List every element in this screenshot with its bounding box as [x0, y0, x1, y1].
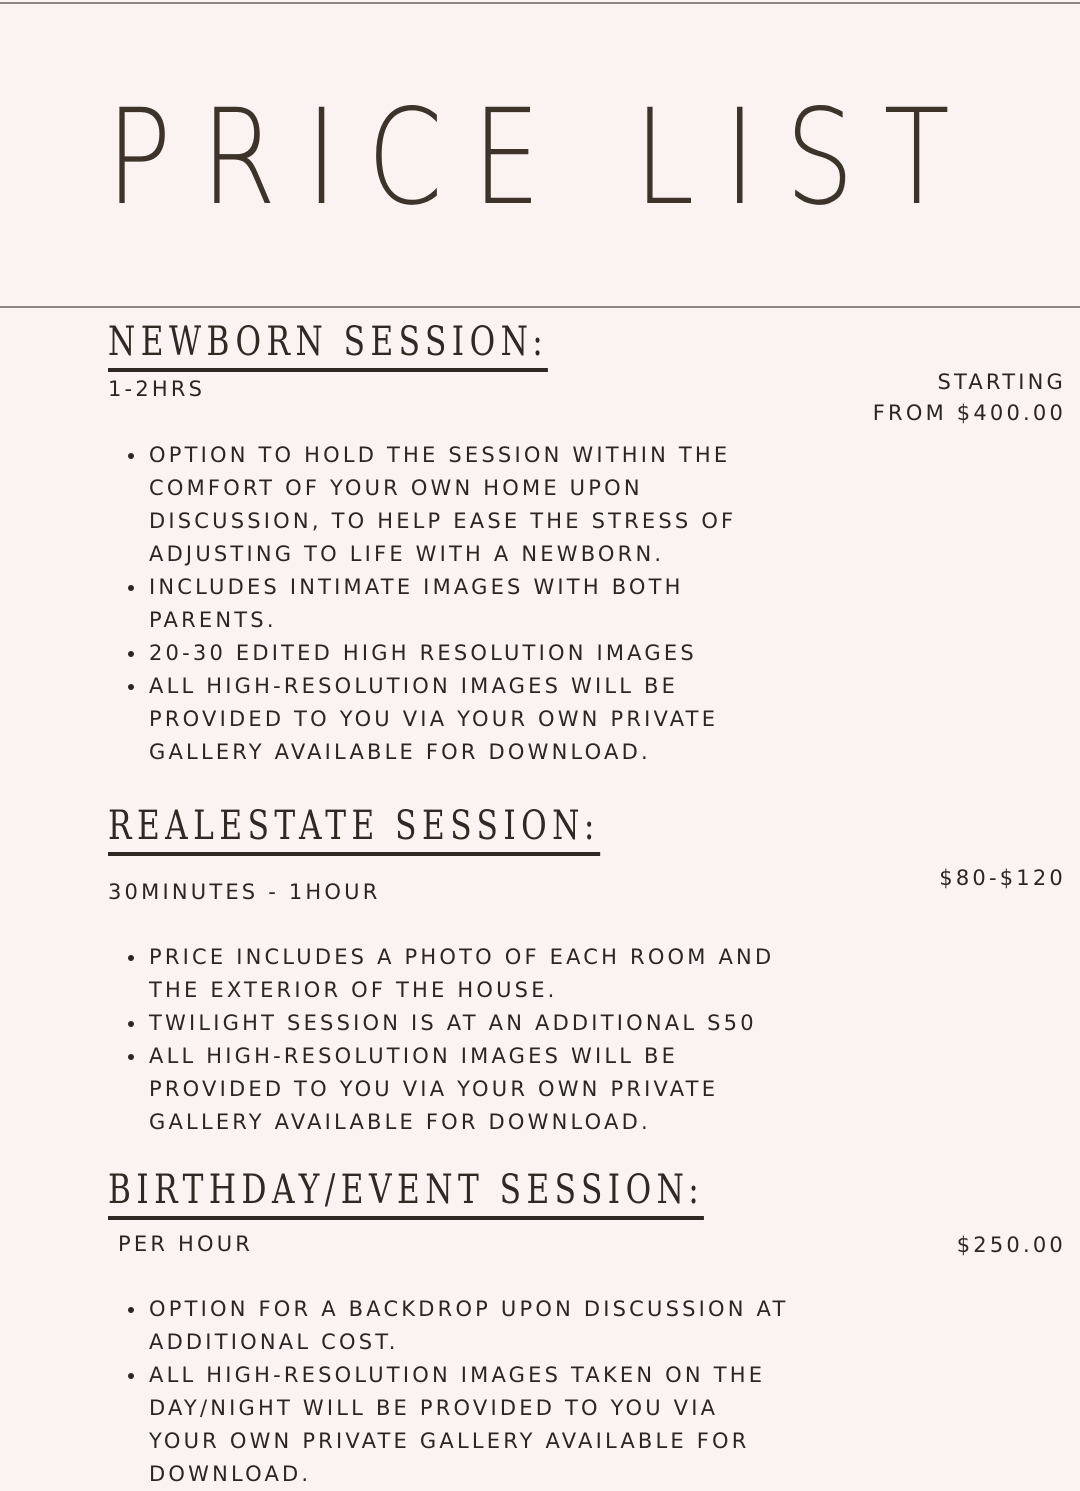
list-item-line: OPTION FOR A BACKDROP UPON DISCUSSION AT: [149, 1297, 789, 1321]
list-item: [149, 1293, 929, 1359]
title-divider: [0, 306, 1080, 308]
session-price: [939, 863, 1066, 894]
list-item: [149, 1040, 929, 1139]
list-item-line: DAY/NIGHT WILL BE PROVIDED TO YOU VIA: [149, 1396, 719, 1420]
list-item: [149, 571, 929, 637]
list-item-line: GALLERY AVAILABLE FOR DOWNLOAD.: [149, 740, 651, 764]
session-duration: 1-2HRS: [108, 377, 206, 401]
top-divider: [0, 2, 1080, 4]
section-heading: REALESTATE SESSION:: [108, 802, 600, 856]
price-line: $250.00: [956, 1233, 1066, 1257]
list-item-line: ALL HIGH-RESOLUTION IMAGES WILL BE: [149, 1044, 679, 1068]
list-item-line: PARENTS.: [149, 608, 277, 632]
list-item-line: ALL HIGH-RESOLUTION IMAGES TAKEN ON THE: [149, 1363, 766, 1387]
price-line: $80-$120: [939, 866, 1066, 890]
list-item-line: PROVIDED TO YOU VIA YOUR OWN PRIVATE: [149, 707, 719, 731]
list-item-line: YOUR OWN PRIVATE GALLERY AVAILABLE FOR: [149, 1429, 750, 1453]
section-heading: BIRTHDAY/EVENT SESSION:: [108, 1166, 704, 1220]
list-item-line: 20-30 EDITED HIGH RESOLUTION IMAGES: [149, 641, 697, 665]
list-item: [149, 439, 929, 571]
session-duration: 30MINUTES - 1HOUR: [108, 880, 381, 904]
list-item-line: DOWNLOAD.: [149, 1462, 312, 1486]
price-line: FROM $400.00: [872, 401, 1066, 425]
inclusions-list: [108, 941, 929, 1139]
list-item-line: PRICE INCLUDES A PHOTO OF EACH ROOM AND: [149, 945, 775, 969]
list-item-line: GALLERY AVAILABLE FOR DOWNLOAD.: [149, 1110, 651, 1134]
list-item-line: THE EXTERIOR OF THE HOUSE.: [149, 978, 558, 1002]
section-heading: NEWBORN SESSION:: [108, 318, 548, 372]
list-item: [149, 1007, 929, 1040]
list-item-line: TWILIGHT SESSION IS AT AN ADDITIONAL S50: [149, 1011, 757, 1035]
list-item: [149, 941, 929, 1007]
list-item: [149, 637, 929, 670]
inclusions-list: [108, 1293, 929, 1491]
session-price: [873, 367, 1066, 429]
list-item-line: INCLUDES INTIMATE IMAGES WITH BOTH: [149, 575, 684, 599]
page-title: PRICE LIST: [106, 81, 980, 235]
list-item: [149, 1359, 929, 1491]
list-item-line: DISCUSSION, TO HELP EASE THE STRESS OF: [149, 509, 737, 533]
session-price: [957, 1230, 1066, 1261]
list-item-line: ADDITIONAL COST.: [149, 1330, 399, 1354]
list-item-line: PROVIDED TO YOU VIA YOUR OWN PRIVATE: [149, 1077, 719, 1101]
inclusions-list: [108, 439, 929, 769]
list-item-line: OPTION TO HOLD THE SESSION WITHIN THE: [149, 443, 731, 467]
list-item-line: ALL HIGH-RESOLUTION IMAGES WILL BE: [149, 674, 679, 698]
price-line: STARTING: [937, 370, 1066, 394]
list-item-line: ADJUSTING TO LIFE WITH A NEWBORN.: [149, 542, 665, 566]
list-item-line: COMFORT OF YOUR OWN HOME UPON: [149, 476, 643, 500]
list-item: [149, 670, 929, 769]
session-duration: PER HOUR: [118, 1232, 254, 1256]
